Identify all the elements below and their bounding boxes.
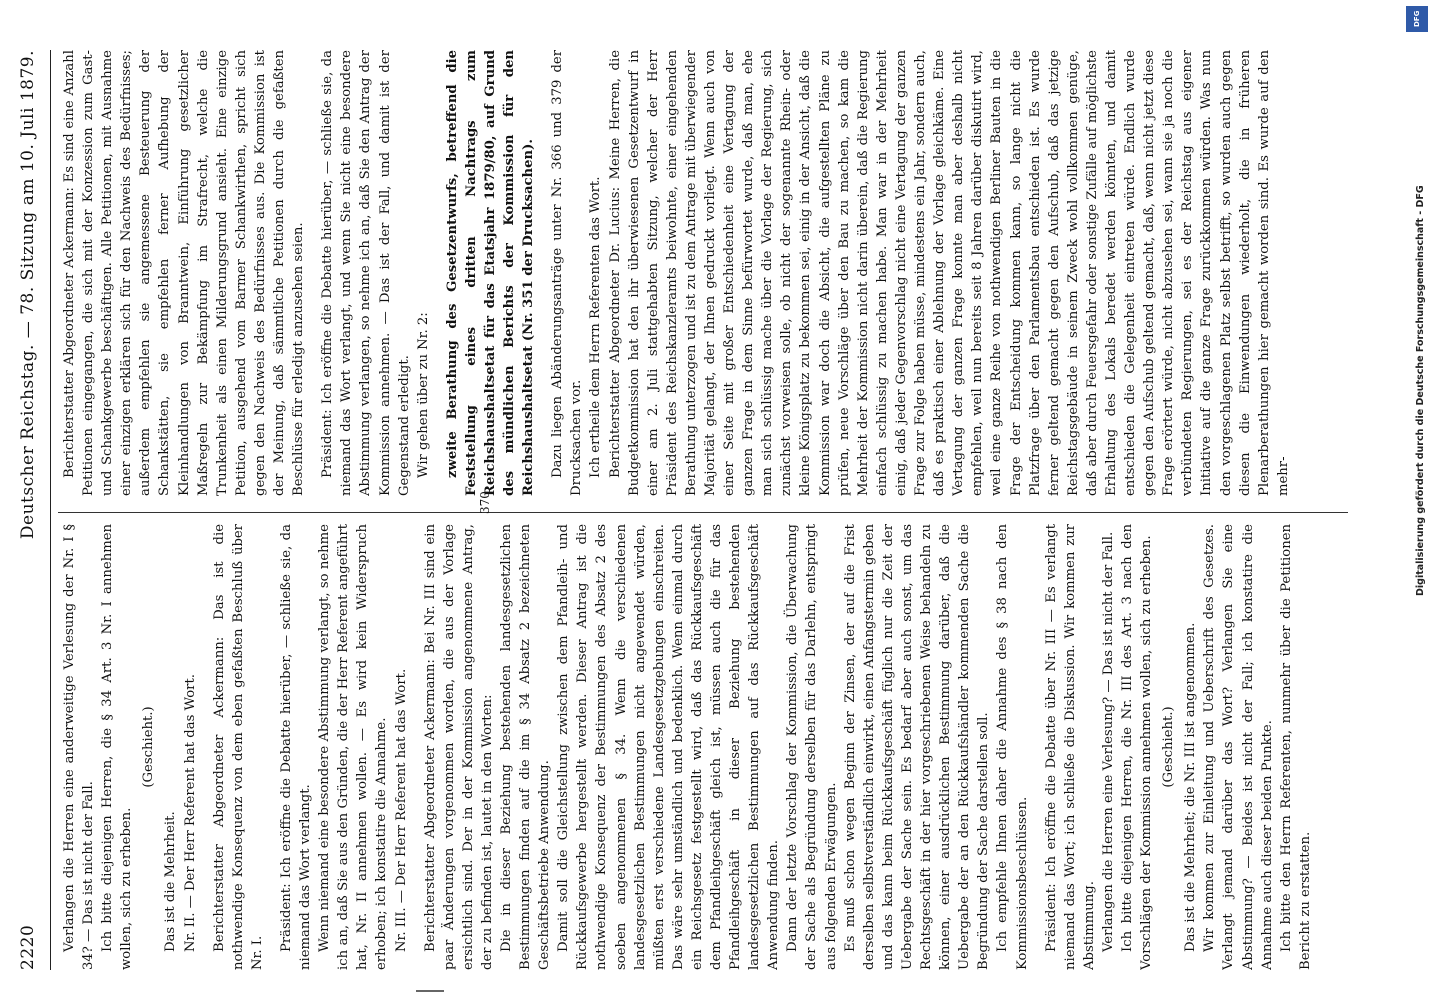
paragraph: Verlangen die Herren eine Verlesung? — Das ist nicht der Fall. bbox=[1100, 531, 1116, 952]
paragraph: Damit soll die Gleichstellung zwischen dem Pfandleih- und Rückkaufsgewerbe hergestellt werden. Dieser Antrag ist die nothwendige Konsequenz der Bestimmungen des Absatz 2 des soeben angenommenen § 34. Wenn die verschiedenen landesgesetzlichen Bestimmungen nicht angewendet würden, müßten erst verschiedene Landesgesetzgebungen einschreiten. Das wäre sehr umständlich und bedenklich. Wenn einmal durch ein Reichsgesetz festgestellt wird, daß das Rückkaufsgeschäft dem Pfandleihgeschäft gleich ist, müssen auch die für das Pfandleihgeschäft in dieser Beziehung bestehenden landesgesetzlichen Bestimmungen auf das Rückkaufsgeschäft Anwendung finden. bbox=[556, 524, 782, 970]
paragraph: Berichterstatter Abgeordneter Ackermann: Es sind eine Anzahl Petitionen eingegangen, die sich mit der Konzession zum Gast- und Schankgewerbe beschäftigen. Alle Petitionen, mit Ausnahme einer einzigen erklären sich für den Nachweis des Bedürfnisses; außerdem empfehlen sie angemessene Besteuerung der Schankstätten, sie empfehlen ferner Aufhebung der Kleinhandlungen von Branntwein, Einführung gesetzlicher Maßregeln zur Bekämpfung im Strafrecht, welche die Trunkenheit als einen Milderungsgrund ansieht. Eine einzige Petition, ausgehend vom Barmer Schankwirthen, spricht sich gegen den Nachweis des Bedürfnisses aus. Die Kommission ist der Meinung, daß sämmtliche Petitionen durch die gefaßten Beschlüsse für erledigt anzusehen seien. bbox=[62, 50, 307, 496]
paragraph: Ich bitte den Herrn Referenten, nunmehr über die Petitionen Bericht zu erstatten. bbox=[1278, 524, 1313, 970]
paragraph: Verlangen die Herren eine anderweitige Verlesung der Nr. I § 34? — Das ist nicht der Fall. bbox=[62, 524, 97, 970]
digitization-credit: Digitalisierung gefördert durch die Deutsche Forschungsgemeinschaft - DFG bbox=[1415, 185, 1426, 596]
paragraph: Berichterstatter Abgeordneter Ackermann: Bei Nr. III sind ein paar Änderungen vorgenommen worden, die aus der Vorlage ersichtlich sind. Der in der Kommission angenommene Antrag, der zu befinden ist, lautet in den Worten: bbox=[422, 524, 495, 970]
paragraph: zweite Berathung des Gesetzentwurfs, betreffend die Feststellung eines dritten Nachtrags zum Reichshaushaltsetat für das Etatsjahr 1879/80, auf Grund des mündlichen Berichts der Kommission für den Reichshaushaltsetat (Nr. 351 der Drucksachen). bbox=[444, 50, 537, 496]
paragraph: Ich bitte diejenigen Herren, die Nr. III des Art. 3 nach den Vorschlägen der Kommission annehmen wollen, sich zu erheben. bbox=[1119, 524, 1155, 970]
paragraph: Nr. II. — Der Herr Referent hat das Wort. bbox=[182, 674, 198, 952]
paragraph: Dazu liegen Abänderungsanträge unter Nr. 366 und 379 der Drucksachen vor. bbox=[550, 50, 585, 496]
paragraph: Ich empfehle Ihnen daher die Annahme des § 38 nach den Kommissionsbeschlüssen. bbox=[995, 524, 1030, 970]
paragraph: Präsident: Ich eröffne die Debatte hierüber, — schließe sie, da niemand das Wort verlangt. bbox=[278, 524, 314, 970]
page-number: 2220 bbox=[18, 924, 38, 970]
column-rule bbox=[58, 512, 1348, 513]
paragraph: Präsident: Ich eröffne die Debatte hierüber, — schließe sie, da niemand das Wort verlangt, und wenn Sie nicht eine besondere Abstimmung verlangen, so nehme ich an, daß Sie den Antrag der Kommission annehmen. — Das ist der Fall, und damit ist der Gegenstand erledigt. bbox=[320, 50, 412, 496]
margin-number: 370 bbox=[478, 491, 492, 514]
rotated-page bbox=[10, 30, 1380, 990]
paragraph: Präsident: Ich eröffne die Debatte über Nr. III — Es verlangt niemand das Wort; ich schließe die Diskussion. Wir kommen zur Abstimmung. bbox=[1043, 524, 1097, 970]
paragraph: Ich ertheile dem Herrn Referenten das Wort. bbox=[588, 176, 604, 478]
right-column bbox=[60, 50, 1360, 496]
paragraph: Das ist die Mehrheit. bbox=[163, 811, 179, 952]
paragraph: Das ist die Mehrheit; die Nr. III ist angenommen. bbox=[1183, 622, 1199, 952]
paragraph: (Geschieht.) bbox=[141, 706, 157, 788]
paragraph: Nr. III. — Der Herr Referent hat das Wort. bbox=[393, 668, 409, 952]
scan-mark bbox=[416, 990, 444, 992]
running-title: Deutscher Reichstag. — 78. Sitzung am 10. Juli 1879. bbox=[18, 50, 38, 540]
dfg-logo: DFG bbox=[1406, 6, 1428, 32]
paragraph: Berichterstatter Abgeordneter Ackermann: Das ist die nothwendige Konsequenz von dem eben gefaßten Beschluß über Nr. I. bbox=[211, 524, 265, 970]
head-rule bbox=[50, 50, 51, 970]
paragraph: Ich bitte diejenigen Herren, die § 34 Art. 3 Nr. I annehmen wollen, sich zu erheben. bbox=[100, 524, 135, 970]
running-head bbox=[18, 50, 44, 970]
paragraph: Es muß schon wegen Beginn der Zinsen, der auf die Frist derselben selbstverständlich einwirkt, einen Anfangstermin geben und das kann beim Rückkaufsgeschäft füglich nur die Zeit der Uebergabe der Sache sein. Es bedarf aber auch sonst, um das Rechtsgeschäft in der hier vorgeschriebenen Weise behandeln zu können, einer ausdrücklichen Bestimmung darüber, daß die Uebergabe der an den Rückkaufshändler kommenden Sache die Begründung der Sache darstellen soll. bbox=[842, 524, 992, 970]
paragraph: (Geschieht.) bbox=[1161, 706, 1177, 788]
paragraph: Wir gehen über zu Nr. 2: bbox=[415, 312, 431, 478]
left-column bbox=[60, 524, 1360, 970]
paragraph: Die in dieser Beziehung bestehenden landesgesetzlichen Bestimmungen finden auf die im § 34 Absatz 2 bezeichneten Geschäftsbetriebe Anwendung. bbox=[498, 524, 553, 970]
paragraph: Wir kommen zur Einleitung und Ueberschrift des Gesetzes. Verlangt jemand darüber das Wort? Verlangen Sie eine Abstimmung? — Beides ist nicht der Fall; ich konstatire die Annahme auch dieser beiden Punkte. bbox=[1202, 524, 1275, 970]
paragraph: Berichterstatter Abgeordneter Dr. Lucius: Meine Herren, die Budgetkommission hat den ihr überwiesenen Gesetzentwurf in einer am 2. Juli stattgehabten Sitzung, welcher der Herr Präsident des Reichskanzleramts beiwohnte, einer eingehenden Berathung unterzogen und ist zu dem Antrage mit überwiegender Majorität gelangt, der Ihnen gedruckt vorliegt. Wenn auch von einer Seite mit großer Entschiedenheit eine Vertagung der ganzen Frage in dem Sinne befürwortet wurde, daß man, ehe man sich schlüssig mache über die Vorlage der Regierung, sich zunächst vorweisen solle, ob nicht der sogenannte Rhein- oder kleine Königsplatz zu bekommen sei, einig in der Ansicht, daß die Kommission war doch die Absicht, die aufgestellten Pläne zu prüfen, neue Vorschläge über den Bau zu machen, so kam die Mehrheit der Kommission nicht darin überein, daß die Regierung einfach schlüssig zu machen habe. Man war in der Mehrheit einig, daß jeder Gegenvorschlag nicht eine Vertagung der ganzen Frage zur Folge haben müsse, mindestens ein Jahr, sondern auch, daß es praktisch einer Ablehnung der Vorlage gleichkäme. Eine Vertagung der ganzen Frage konnte man aber deshalb nicht empfehlen, weil nun bereits seit 8 Jahren darüber diskutirt wird, weil eine ganze Reihe von nothwendigen Berliner Bauten in die Frage der Entscheidung kommen kann, so lange nicht die Platzfrage über den Parlamentsbau entschieden ist. Es wurde ferner geltend gemacht gegen den Aufschub, daß das jetzige Reichstagsgebäude in seinem Zweck wohl vollkommen genüge, daß aber durch Feuersgefahr oder sonstige Zufälle auf möglichste Erhaltung des Lokals beredet werden könnten, und damit entschieden die Gelegenheit eintreten würde. Endlich wurde gegen den Aufschub geltend gemacht, daß, wenn nicht jetzt diese Frage erörtert würde, nicht abzusehen sei, wann sie ja noch die verbündeten Regierungen, sei es der Reichstag aus eigener Initiative auf die ganze Frage zurückkommen würden. Was nun den vorgeschlagenen Platz selbst betrifft, so wurden auch gegen diesen die Einwendungen wiederholt, die in früheren Plenarberathungen hier gemacht worden sind. Es wurde auf den mehr- bbox=[607, 50, 1291, 496]
paragraph: Dann der letzte Vorschlag der Kommission, die Überwachung der Sache als Begründung derselben für das Darlehn, entspringt aus folgenden Erwägungen. bbox=[785, 524, 839, 970]
paragraph: Wenn niemand eine besondere Abstimmung verlangt, so nehme ich an, daß Sie aus den Gründen, die der Herr Referent angeführt hat, Nr. II annehmen wollen. — Es wird kein Widerspruch erhoben; ich konstatire die Annahme. bbox=[317, 524, 390, 970]
